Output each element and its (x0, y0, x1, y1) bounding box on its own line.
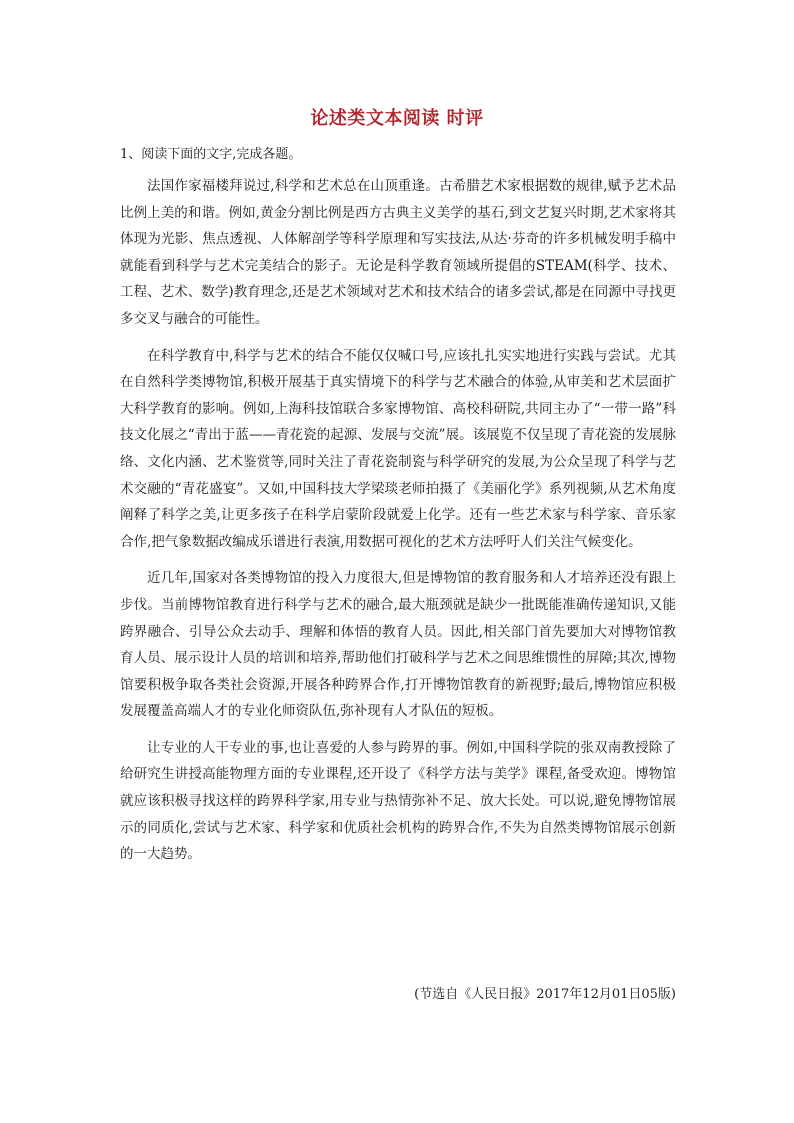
source-citation: (节选自《人民日报》2017年12月01日05版) (414, 987, 676, 1002)
paragraph: 让专业的人干专业的事,也让喜爱的人参与跨界的事。例如,中国科学院的张双南教授除了给研究生讲授高能物理方面的专业课程,还开设了《科学方法与美学》课程,备受欢迎。博物馆就应该积极寻找这样的跨界科学家,用专业与热情弥补不足、放大长处。可以说,避免博物馆展示的同质化,尝试与艺术家、科学家和优质社会机构的跨界合作,不失为自然类博物馆展示创新的一大趋势。 (120, 739, 676, 863)
document-title: 论述类文本阅读 时评 (310, 108, 484, 129)
paragraph: 在科学教育中,科学与艺术的结合不能仅仅喊口号,应该扎扎实实地进行实践与尝试。尤其在自然科学类博物馆,积极开展基于真实情境下的科学与艺术融合的体验,从审美和艺术层面扩大科学教育的影响。例如,上海科技馆联合多家博物馆、高校科研院,共同主办了“一带一路”科技文化展之“青出于蓝——青花瓷的起源、发展与交流”展。该展览不仅呈现了青花瓷的发展脉络、文化内涵、艺术鉴赏等,同时关注了青花瓷制瓷与科学研究的发展,为公众呈现了科学与艺术交融的“青花盛宴”。又如,中国科技大学梁琰老师拍摄了《美丽化学》系列视频,从艺术角度阐释了科学之美,让更多孩子在科学启蒙阶段就爱上化学。还有一些艺术家与科学家、音乐家合作,把气象数据改编成乐谱进行表演,用数据可视化的艺术方法呼吁人们关注气候变化。 (120, 347, 676, 550)
article-body (120, 173, 676, 878)
paragraph: 法国作家福楼拜说过,科学和艺术总在山顶重逢。古希腊艺术家根据数的规律,赋予艺术品比例上美的和谐。例如,黄金分割比例是西方古典主义美学的基石,到文艺复兴时期,艺术家将其体现为光影、焦点透视、人体解剖学等科学原理和写实技法,从达·芬奇的许多机械发明手稿中就能看到科学与艺术完美结合的影子。无论是科学教育领域所提倡的STEAM(科学、技术、工程、艺术、数学)教育理念,还是艺术领域对艺术和技术结合的诸多尝试,都是在同源中寻找更多交叉与融合的可能性。 (120, 178, 676, 327)
paragraph: 近几年,国家对各类博物馆的投入力度很大,但是博物馆的教育服务和人才培养还没有跟上步伐。当前博物馆教育进行科学与艺术的融合,最大瓶颈就是缺少一批既能准确传递知识,又能跨界融合、引导公众去动手、理解和体悟的教育人员。因此,相关部门首先要加大对博物馆教育人员、展示设计人员的培训和培养,帮助他们打破科学与艺术之间思维惯性的屏障;其次,博物馆要积极争取各类社会资源,开展各种跨界合作,打开博物馆教育的新视野;最后,博物馆应积极发展覆盖高端人才的专业化师资队伍,弥补现有人才队伍的短板。 (120, 570, 676, 720)
question-prompt: 1、阅读下面的文字,完成各题。 (120, 147, 302, 162)
